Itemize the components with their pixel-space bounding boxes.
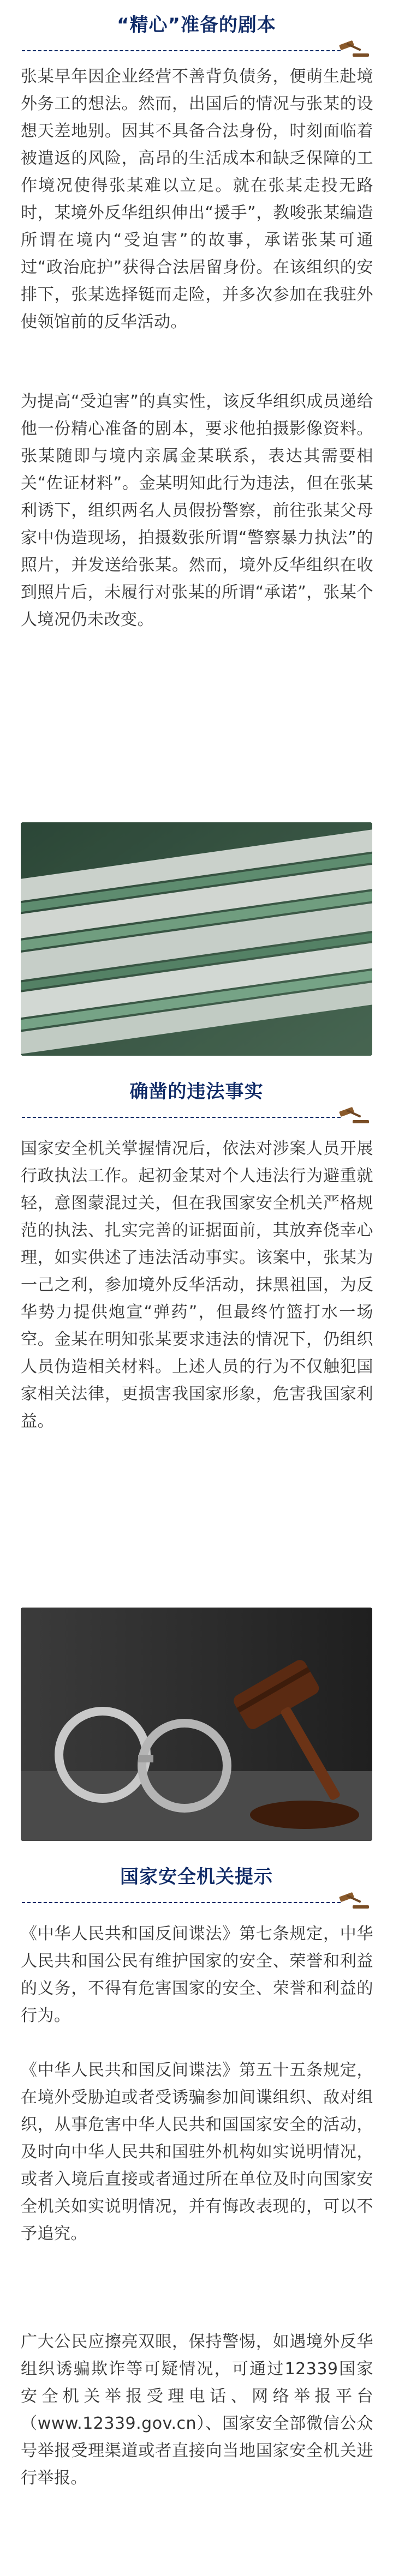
section-header-facts	[0, 1067, 393, 1127]
handcuffs-and-gavel-photo	[21, 1608, 372, 1841]
section-header-tips	[0, 1852, 393, 1912]
section-title: 国家安全机关提示	[120, 1866, 273, 1888]
section-title: 确凿的违法事实	[129, 1081, 264, 1103]
paragraph: 《中华人民共和国反间谍法》第五十五条规定，在境外受胁迫或者受诱骗参加间谍组织、敌对组织，从事危害中华人民共和国国家安全的活动，及时向中华人民共和国驻外机构如实说明情况，或者入境后直接或者通过所在单位及时向国家安全机关如实说明情况，并有悔改表现的，可以不予追究。	[21, 2061, 373, 2243]
dashed-divider	[22, 1902, 341, 1903]
paragraph: 《中华人民共和国反间谍法》第七条规定，中华人民共和国公民有维护国家的安全、荣誉和利益的义务，不得有危害国家的安全、荣誉和利益的行为。	[21, 1924, 373, 2025]
paragraph: 为提高“受迫害”的真实性，该反华组织成员递给他一份精心准备的剧本，要求他拍摄影像资料。张某随即与境内亲属金某联系，表达其需要相关“佐证材料”。金某明知此行为违法，但在张某利诱下，组织两名人员假扮警察，前往张某父母家中伪造现场，拍摄数张所谓“警察暴力执法”的照片，并发送给张某。然而，境外反华组织在收到照片后，未履行对张某的所谓“承诺”，张某个人境况仍未改变。	[21, 392, 373, 629]
section-header-script	[0, 0, 393, 60]
gavel-icon	[336, 1888, 371, 1910]
gavel-icon	[336, 36, 371, 58]
dashed-divider	[22, 1117, 341, 1118]
section-title: “精心”准备的剧本	[117, 14, 276, 36]
dashed-divider	[22, 50, 341, 51]
stack-of-documents-photo	[21, 822, 372, 1056]
paragraph: 国家安全机关掌握情况后，依法对涉案人员开展行政执法工作。起初金某对个人违法行为避重就轻，意图蒙混过关，但在我国家安全机关严格规范的执法、扎实完善的证据面前，其放弃侥幸心理，如实供述了违法活动事实。该案中，张某为一己之利，参加境外反华活动，抹黑祖国，为反华势力提供炮宣“弹药”，但最终竹篮打水一场空。金某在明知张某要求违法的情况下，仍组织人员伪造相关材料。上述人员的行为不仅触犯国家相关法律，更损害我国家形象，危害我国家利益。	[21, 1139, 373, 1431]
gavel-icon	[336, 1103, 371, 1124]
paragraph: 广大公民应擦亮双眼，保持警惕，如遇境外反华组织诱骗欺诈等可疑情况，可通过12339国家安全机关举报受理电话、网络举报平台（www.12339.gov.cn）、国家安全部微信公众号举报受理渠道或者直接向当地国家安全机关进行举报。	[21, 2332, 373, 2488]
paragraph: 张某早年因企业经营不善背负债务，便萌生赴境外务工的想法。然而，出国后的情况与张某的设想天差地别。因其不具备合法身份，时刻面临着被遣返的风险，高昂的生活成本和缺乏保障的工作境况使得张某难以立足。就在张某走投无路时，某境外反华组织伸出“援手”，教唆张某编造所谓在境内“受迫害”的故事，承诺张某可通过“政治庇护”获得合法居留身份。在该组织的安排下，张某选择铤而走险，并多次参加在我驻外使领馆前的反华活动。	[21, 67, 373, 332]
